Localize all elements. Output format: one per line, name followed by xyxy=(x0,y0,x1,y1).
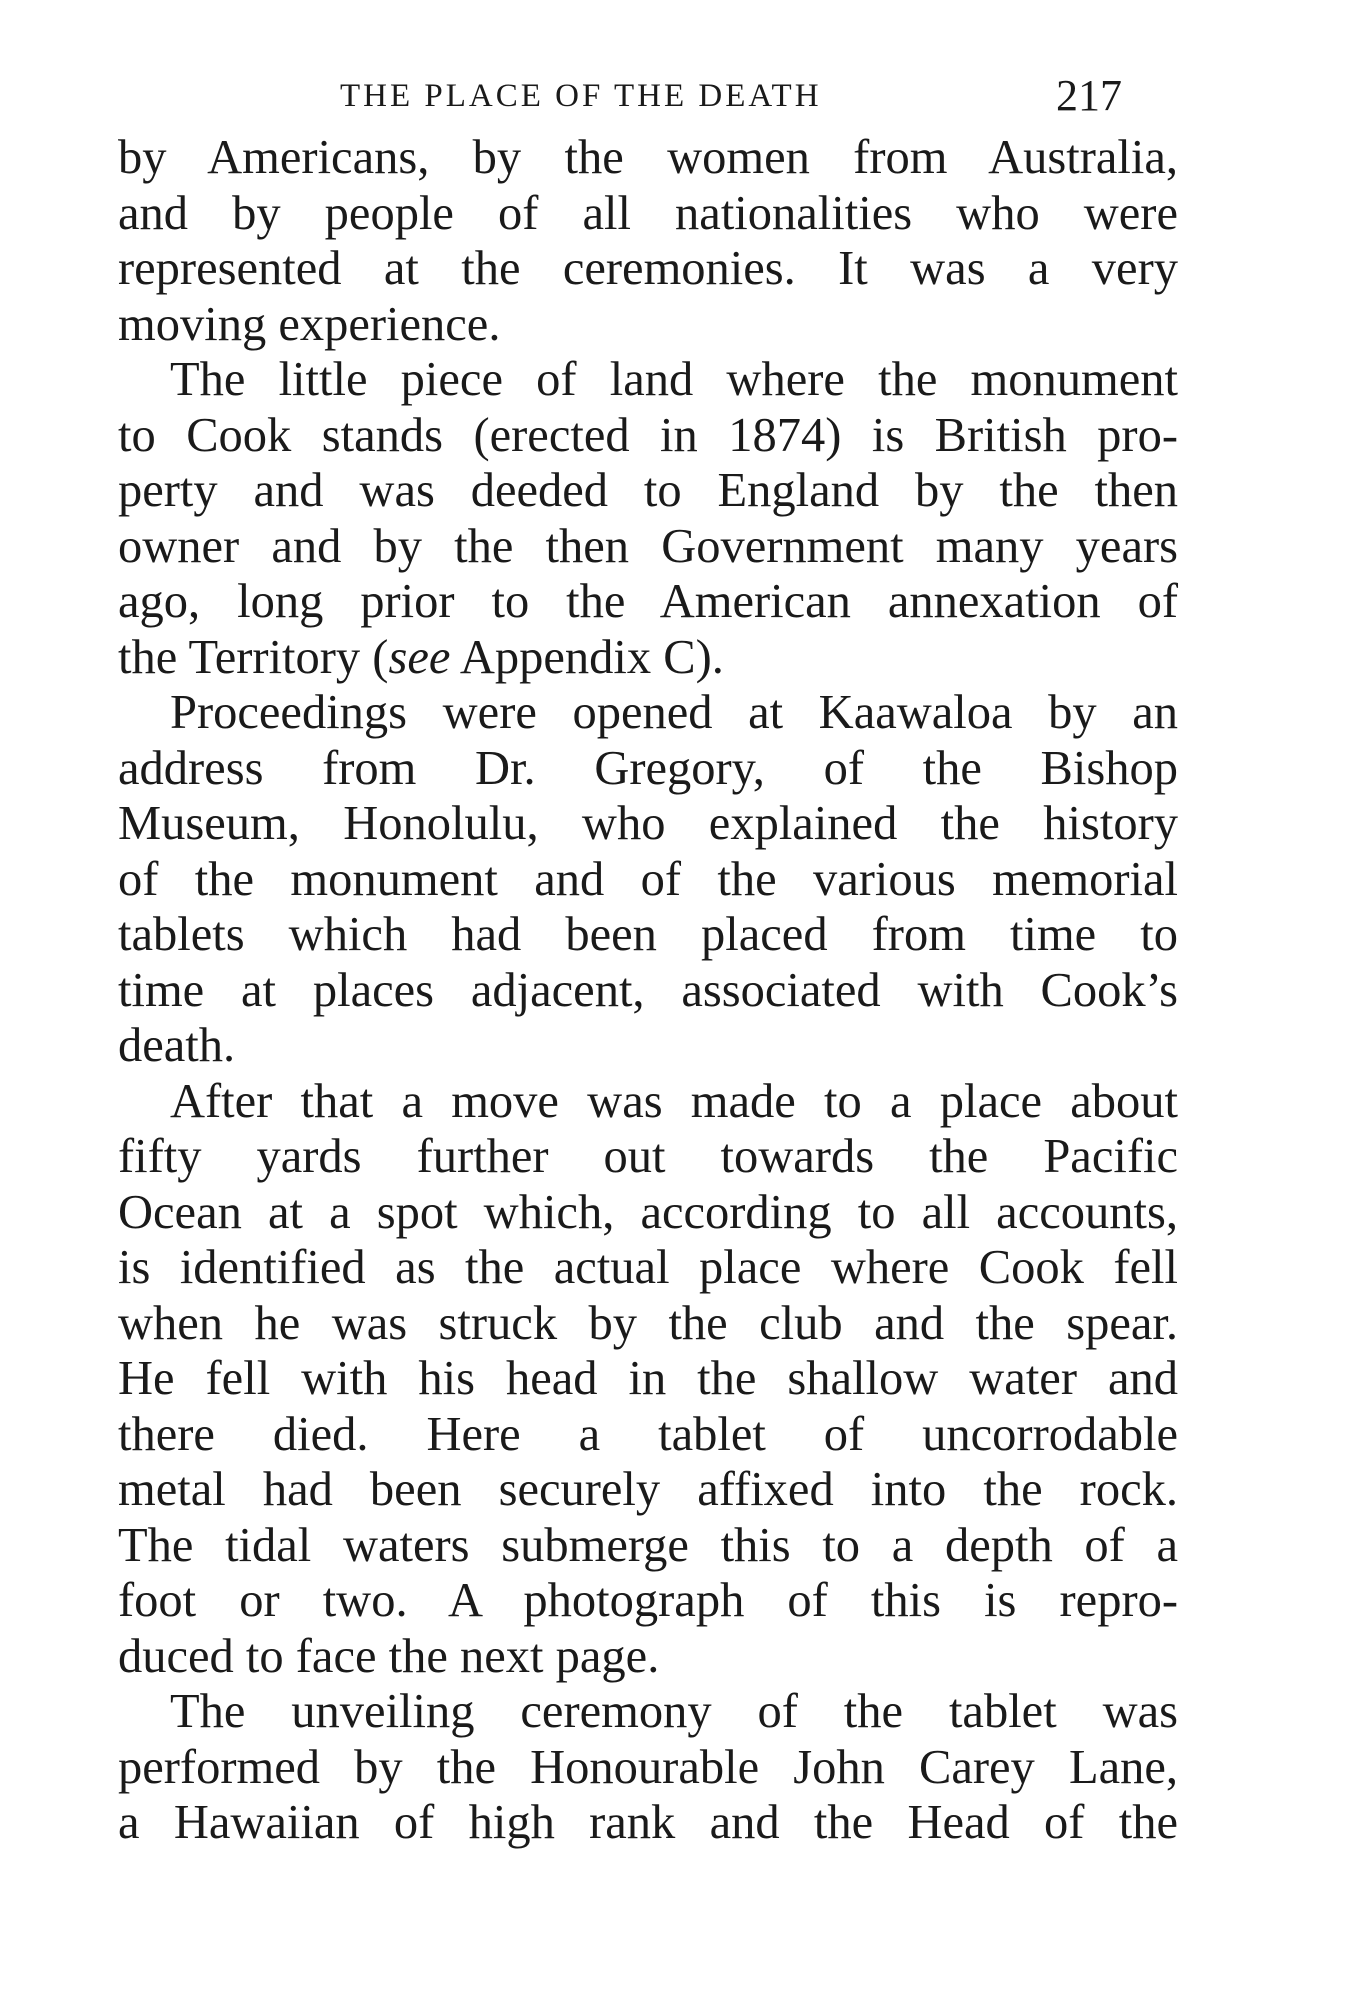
text-line: moving experience. xyxy=(118,297,501,351)
text-line: to Cook stands (erected in 1874) is British pro- xyxy=(118,408,1178,462)
text-line: He fell with his head in the shallow water and xyxy=(118,1352,1178,1405)
text-line: a Hawaiian of high rank and the Head of the xyxy=(118,1796,1178,1849)
text-line: and by people of all nationalities who were xyxy=(118,186,1178,240)
text-line: of the monument and of the various memorial xyxy=(118,852,1178,906)
text-segment: Appendix C). xyxy=(450,630,724,684)
text-line: by Americans, by the women from Australia, xyxy=(118,131,1178,184)
text-line: address from Dr. Gregory, of the Bishop xyxy=(118,741,1178,795)
running-title: THE PLACE OF THE DEATH xyxy=(340,78,822,114)
text-line: The unveiling ceremony of the tablet was xyxy=(170,1685,1178,1738)
text-line xyxy=(118,630,1178,686)
text-line: when he was struck by the club and the spear. xyxy=(118,1296,1178,1350)
text-line: After that a move was made to a place about xyxy=(170,1074,1178,1128)
paragraph-4 xyxy=(118,1074,1178,1685)
page-number: 217 xyxy=(1056,71,1122,120)
text-line: The little piece of land where the monument xyxy=(170,353,1178,406)
text-line: represented at the ceremonies. It was a very xyxy=(118,242,1178,295)
text-segment: the Territory ( xyxy=(118,630,389,684)
text-line: ago, long prior to the American annexation of xyxy=(118,575,1178,628)
paragraph-1 xyxy=(118,130,1178,352)
text-line: tablets which had been placed from time to xyxy=(118,908,1178,961)
text-line: time at places adjacent, associated with Cook’s xyxy=(118,963,1178,1017)
book-page xyxy=(118,70,1178,1851)
text-line: there died. Here a tablet of uncorrodable xyxy=(118,1407,1178,1461)
text-line: performed by the Honourable John Carey Lane, xyxy=(118,1740,1178,1794)
text-line: Ocean at a spot which, according to all accounts, xyxy=(118,1185,1178,1239)
text-line: duced to face the next page. xyxy=(118,1629,660,1683)
text-line: death. xyxy=(118,1019,236,1072)
text-line: foot or two. A photograph of this is repro- xyxy=(118,1574,1178,1627)
running-head xyxy=(118,70,1178,130)
paragraph-3 xyxy=(118,685,1178,1074)
text-line: metal had been securely affixed into the rock. xyxy=(118,1463,1178,1516)
text-line: Museum, Honolulu, who explained the history xyxy=(118,797,1178,850)
text-line: Proceedings were opened at Kaawaloa by an xyxy=(170,686,1178,739)
italic-reference: see xyxy=(388,630,451,684)
text-line: owner and by the then Government many years xyxy=(118,519,1178,573)
paragraph-2 xyxy=(118,352,1178,685)
paragraph-5 xyxy=(118,1684,1178,1851)
text-line: The tidal waters submerge this to a depth of a xyxy=(118,1518,1178,1572)
text-line: perty and was deeded to England by the then xyxy=(118,464,1178,517)
text-line: fifty yards further out towards the Pacific xyxy=(118,1130,1178,1183)
text-line: is identified as the actual place where Cook fell xyxy=(118,1241,1178,1294)
